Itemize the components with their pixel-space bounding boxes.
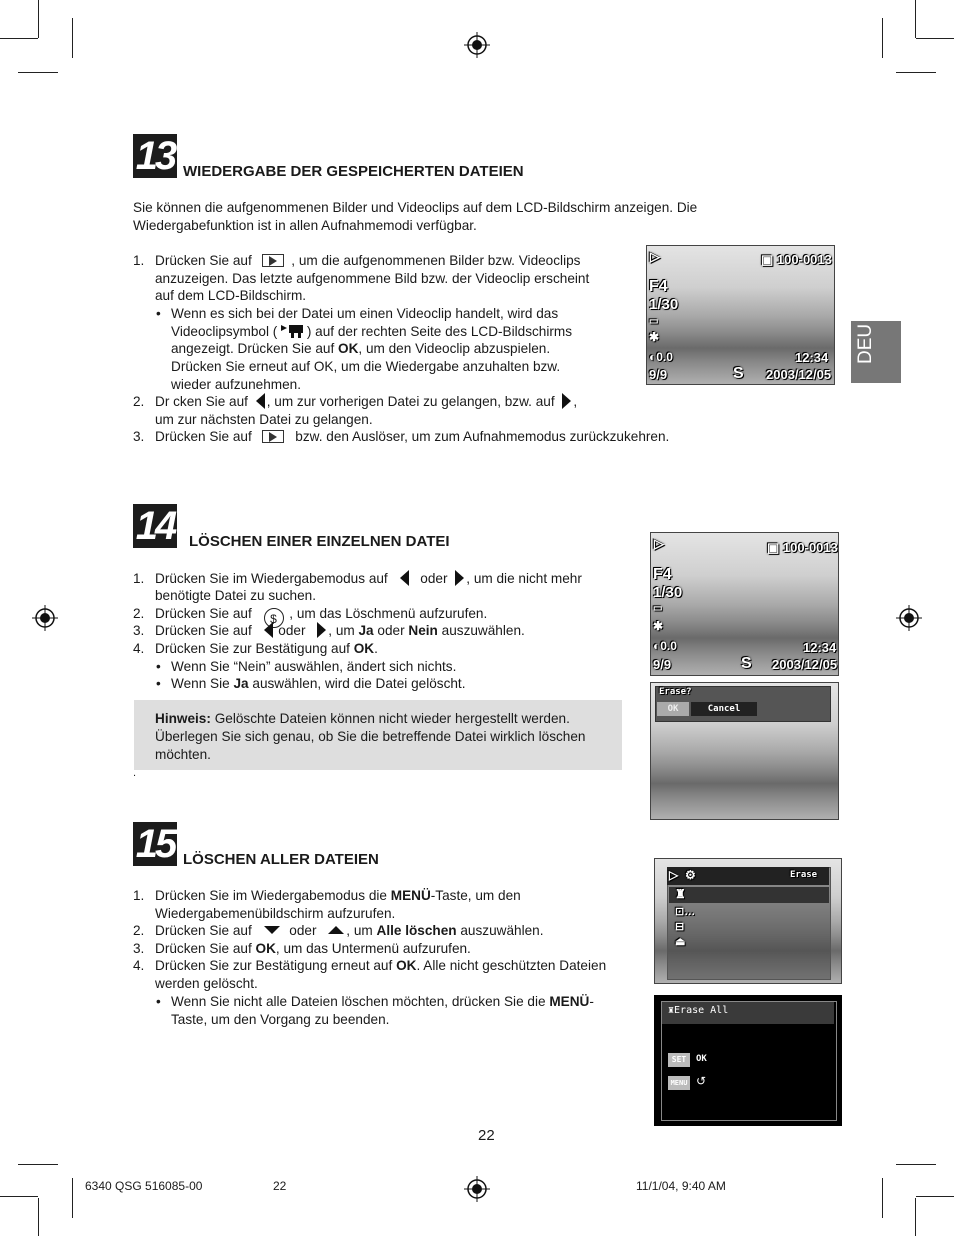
- list-item: Dr cken Sie auf , um zur vorherigen Datei zu gelangen, bzw. auf ,: [155, 394, 578, 409]
- list-item: Drücken Sie zur Bestätigung erneut auf OK. Alle nicht geschützten Dateien: [155, 958, 607, 973]
- list-number: 4.: [133, 958, 145, 973]
- crop-mark: [916, 38, 954, 39]
- lcd-erase-all: [654, 995, 842, 1126]
- bullet-line: Wenn Sie nicht alle Dateien löschen möchten, drücken Sie die MENÜ-: [171, 994, 594, 1009]
- language-tab: [851, 321, 901, 383]
- list-item: Drücken Sie im Wiedergabemodus die MENÜ-Taste, um den: [155, 888, 521, 903]
- right-arrow-icon: [562, 393, 571, 409]
- bullet-line: Drücken Sie erneut auf OK, um die Wiedergabe anzuhalten bzw.: [171, 359, 561, 374]
- registration-mark-icon: [464, 32, 490, 58]
- registration-mark-icon: [464, 1176, 490, 1202]
- metering-icon: ▭: [653, 603, 663, 614]
- set-action-label: OK: [696, 1054, 707, 1064]
- list-number: 4.: [133, 641, 145, 656]
- bullet: •: [156, 659, 161, 674]
- erase-icon: ♜: [668, 1005, 675, 1016]
- left-arrow-icon: [256, 393, 265, 409]
- list-item: Drücken Sie auf oder , um Ja oder Nein auszuwählen.: [155, 623, 525, 638]
- image-size: S: [733, 365, 744, 382]
- list-item-line: anzuzeigen. Das letzte aufgenommene Bild bzw. der Videoclip erscheint: [155, 271, 590, 286]
- crop-mark: [916, 1196, 954, 1197]
- delete-button-icon: $: [264, 608, 284, 628]
- bullet: •: [156, 306, 161, 321]
- image-count: 9/9: [653, 657, 672, 672]
- hint-line: Hinweis: Gelöschte Dateien können nicht wieder hergestellt werden.: [155, 711, 570, 726]
- list-number: 1.: [133, 888, 145, 903]
- white-balance-icon: ✱: [653, 619, 664, 633]
- bullet: •: [156, 676, 161, 691]
- list-number: 2.: [133, 394, 145, 409]
- lcd-playback-screen: [650, 532, 839, 676]
- list-number: 1.: [133, 571, 145, 586]
- crop-mark: [0, 1196, 38, 1197]
- bullet-line: angezeigt. Drücken Sie auf OK, um den Videoclip abzuspielen.: [171, 341, 551, 356]
- bullet-line: wieder aufzunehmen.: [171, 377, 301, 392]
- rotate-menu-icon[interactable]: ⊟: [675, 921, 685, 933]
- list-item: Drücken Sie auf oder , um Alle löschen auszuwählen.: [155, 923, 544, 938]
- left-arrow-icon: [400, 570, 409, 586]
- list-item: Drücken Sie auf $ , um das Löschmenü aufzurufen.: [155, 606, 488, 626]
- list-number: 3.: [133, 623, 145, 638]
- protect-icon: ▣: [761, 252, 774, 267]
- crop-mark: [0, 38, 38, 39]
- videoclip-icon: [281, 324, 303, 338]
- clock-time: 12:34: [795, 350, 829, 365]
- section-title: WIEDERGABE DER GESPEICHERTEN DATEIEN: [183, 163, 524, 180]
- crop-mark: [915, 1198, 916, 1236]
- record-date: 2003/12/05: [766, 367, 832, 382]
- up-arrow-icon: [328, 926, 344, 934]
- metering-icon: ▭: [649, 316, 659, 327]
- bullet: •: [156, 994, 161, 1009]
- footer-timestamp: 11/1/04, 9:40 AM: [636, 1179, 726, 1193]
- bullet-line: Wenn es sich bei der Datei um einen Videoclip handelt, wird das: [171, 306, 559, 321]
- bullet-line: Taste, um den Vorgang zu beenden.: [171, 1012, 390, 1027]
- footer-job-id: 6340 QSG 516085-00: [85, 1179, 203, 1193]
- erase-all-title: ♜Erase All: [668, 1005, 729, 1016]
- bullet-line: Wenn Sie “Nein” auswählen, ändert sich nichts.: [171, 659, 457, 674]
- image-size: S: [741, 655, 752, 672]
- image-count: 9/9: [649, 367, 668, 382]
- ev-value: ◐0.0: [649, 350, 673, 364]
- list-item: Drücken Sie im Wiedergabemodus auf oder , um die nicht mehr: [155, 571, 582, 586]
- menu-title: Erase: [790, 870, 818, 880]
- list-number: 3.: [133, 941, 145, 956]
- registration-mark-icon: [32, 605, 58, 631]
- section-title: LÖSCHEN EINER EINZELNEN DATEI: [189, 533, 450, 550]
- ev-value: ◐0.0: [653, 639, 677, 653]
- crop-mark: [896, 1164, 936, 1165]
- play-button-icon: [262, 430, 284, 443]
- crop-mark: [72, 18, 73, 58]
- crop-mark: [38, 0, 39, 38]
- ev-icon: ◐: [653, 639, 661, 653]
- playback-mode-icon: ▷: [654, 536, 664, 551]
- hint-line: Überlegen Sie sich genau, ob Sie die betreffende Datei wirklich löschen: [155, 729, 586, 744]
- aperture-value: F4: [649, 278, 668, 295]
- settings-menu-icon: ⚙: [685, 868, 696, 882]
- lcd-playback-screen: [646, 245, 835, 385]
- crop-mark: [72, 1178, 73, 1218]
- playback-menu-icon: ▷: [669, 868, 679, 882]
- cancel-option[interactable]: Cancel: [691, 702, 757, 716]
- shutter-value: 1/30: [653, 584, 683, 601]
- list-item-line: Wiedergabemenübildschirm aufzurufen.: [155, 906, 396, 921]
- stray-dot: .: [133, 767, 137, 779]
- ev-icon: ◐: [649, 350, 657, 364]
- crop-mark: [38, 1198, 39, 1236]
- erase-icon: ♜: [675, 887, 686, 901]
- list-number: 2.: [133, 923, 145, 938]
- aperture-value: F4: [653, 566, 672, 583]
- footer-page: 22: [273, 1179, 287, 1193]
- lcd-erase-menu: [654, 858, 842, 984]
- crop-mark: [915, 0, 916, 38]
- list-item-line: auf dem LCD-Bildschirm.: [155, 288, 307, 303]
- menu-key[interactable]: MENU: [668, 1076, 690, 1090]
- return-icon: ↺: [696, 1074, 707, 1088]
- lcd-erase-dialog: [650, 682, 839, 820]
- page-number: 22: [478, 1127, 495, 1144]
- down-arrow-icon: [264, 926, 280, 934]
- crop-mark: [896, 72, 936, 73]
- erase-prompt: Erase?: [659, 687, 692, 697]
- section-number: 14: [133, 504, 177, 548]
- left-arrow-icon: [264, 622, 273, 638]
- section-title: LÖSCHEN ALLER DATEIEN: [183, 851, 379, 868]
- section-number: 15: [133, 822, 177, 866]
- list-item-line: benötigte Datei zu suchen.: [155, 588, 316, 603]
- hint-line: möchten.: [155, 747, 211, 762]
- paragraph-line: Sie können die aufgenommenen Bilder und Videoclips auf dem LCD-Bildschirm anzeigen. Die: [133, 200, 698, 215]
- playback-mode-icon: ▷: [650, 249, 660, 264]
- record-date: 2003/12/05: [772, 657, 838, 672]
- list-number: 3.: [133, 429, 145, 444]
- list-number: 1.: [133, 253, 145, 268]
- right-arrow-icon: [455, 570, 464, 586]
- crop-mark: [18, 1164, 58, 1165]
- bullet-line: Wenn Sie Ja auswählen, wird die Datei gelöscht.: [171, 676, 466, 691]
- language-tab-label: DEU: [855, 323, 876, 364]
- list-item: Drücken Sie auf bzw. den Auslöser, um zum Aufnahmemodus zurückzukehren.: [155, 429, 670, 444]
- list-item-line: werden gelöscht.: [155, 976, 258, 991]
- bullet-line: Videoclipsymbol ( ) auf der rechten Seite des LCD-Bildschirms: [171, 324, 573, 339]
- shutter-value: 1/30: [649, 296, 679, 313]
- registration-mark-icon: [896, 605, 922, 631]
- set-key[interactable]: SET: [668, 1053, 690, 1067]
- file-number: ▣ 100-0013: [761, 252, 832, 267]
- section-number: 13: [133, 134, 177, 178]
- right-arrow-icon: [317, 622, 326, 638]
- paragraph-line: Wiedergabefunktion ist in allen Aufnahmemodi verfügbar.: [133, 218, 477, 233]
- list-item: Drücken Sie zur Bestätigung auf OK.: [155, 641, 378, 656]
- crop-mark: [18, 72, 58, 73]
- list-number: 2.: [133, 606, 145, 621]
- protect-menu-icon[interactable]: ⊡…: [675, 906, 696, 918]
- menu-item-selected[interactable]: [669, 887, 829, 903]
- white-balance-icon: ✱: [649, 330, 660, 344]
- crop-mark: [882, 18, 883, 58]
- list-item-line: um zur nächsten Datei zu gelangen.: [155, 412, 373, 427]
- clock-time: 12:34: [803, 640, 837, 655]
- exit-menu-icon[interactable]: ⏏: [675, 936, 686, 948]
- ok-option[interactable]: OK: [657, 702, 689, 716]
- file-number: ▣ 100-0013: [767, 540, 838, 555]
- play-button-icon: [262, 254, 284, 267]
- crop-mark: [882, 1178, 883, 1218]
- list-item: Drücken Sie auf , um die aufgenommenen Bilder bzw. Videoclips: [155, 253, 581, 268]
- protect-icon: ▣: [767, 540, 780, 555]
- list-item: Drücken Sie auf OK, um das Untermenü aufzurufen.: [155, 941, 471, 956]
